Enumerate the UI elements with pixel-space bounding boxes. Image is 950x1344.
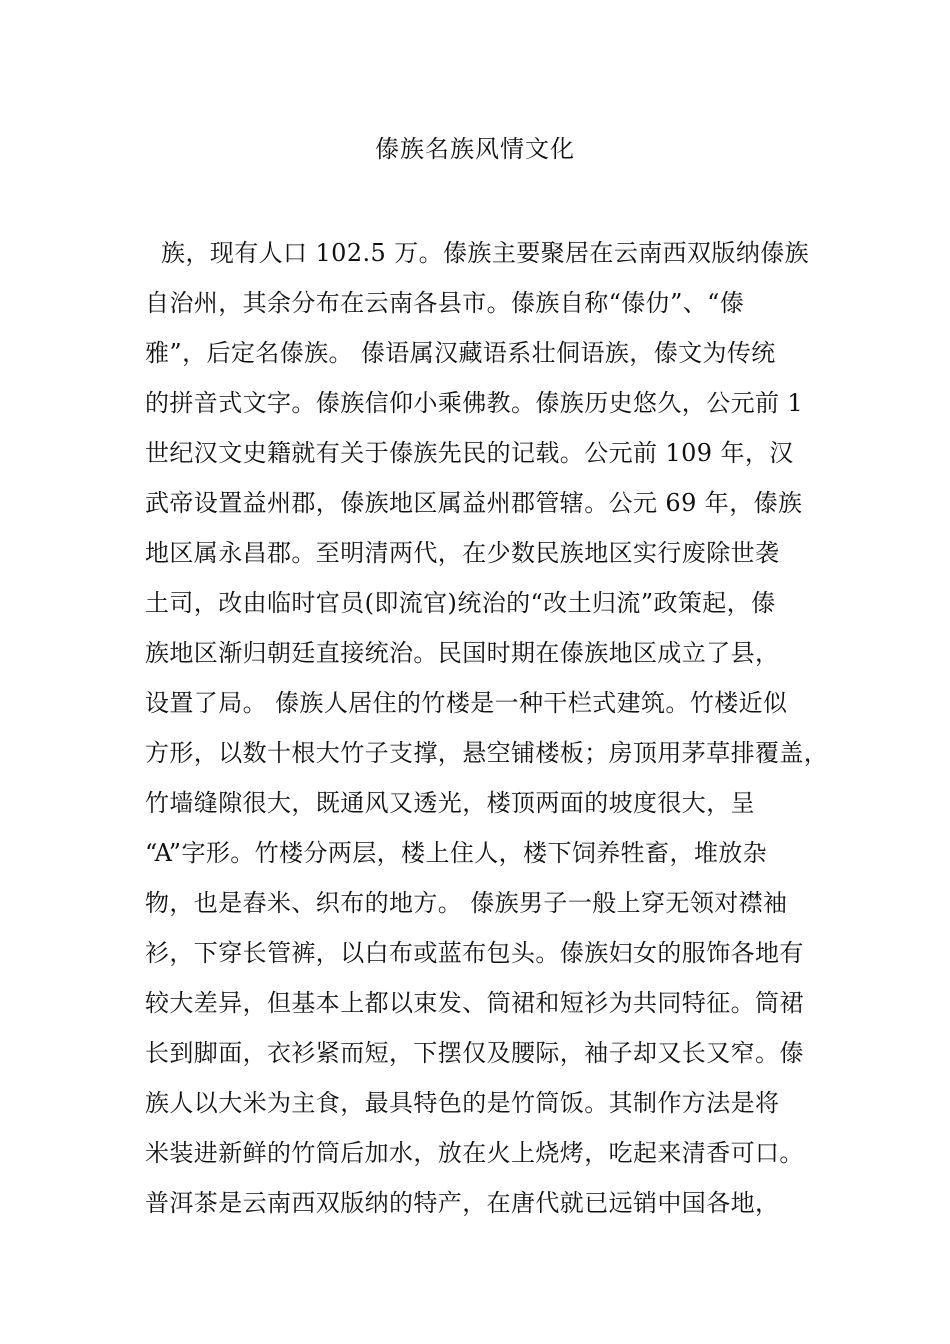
body-line: 竹墙缝隙很大，既通风又透光，楼顶两面的坡度很大，呈 bbox=[145, 789, 755, 817]
body-line: 普洱茶是云南西双版纳的特产，在唐代就已远销中国各地， bbox=[145, 1189, 780, 1217]
body-line: 族，现有人口 102.5 万。傣族主要聚居在云南西双版纳傣族 bbox=[145, 239, 810, 267]
body-line: 世纪汉文史籍就有关于傣族先民的记载。公元前 109 年，汉 bbox=[145, 439, 794, 467]
body-line: 土司，改由临时官员(即流官)统治的“改土归流”政策起，傣 bbox=[145, 589, 776, 617]
body-line: 方形，以数十根大竹子支撑，悬空铺楼板；房顶用茅草排覆盖， bbox=[145, 739, 829, 767]
body-line: 自治州，其余分布在云南各县市。傣族自称“傣仂”、“傣 bbox=[145, 289, 745, 317]
body-line: 雅”，后定名傣族。 傣语属汉藏语系壮侗语族，傣文为传统 bbox=[145, 339, 776, 367]
body-line: “A”字形。竹楼分两层，楼上住人，楼下饲养牲畜，堆放杂 bbox=[145, 839, 768, 867]
body-line: 物，也是舂米、织布的地方。 傣族男子一般上穿无领对襟袖 bbox=[145, 889, 788, 917]
document-title: 傣族名族风情文化 bbox=[375, 135, 575, 163]
body-line: 武帝设置益州郡，傣族地区属益州郡管辖。公元 69 年，傣族 bbox=[145, 489, 803, 517]
body-line: 米装进新鲜的竹筒后加水，放在火上烧烤，吃起来清香可口。 bbox=[145, 1139, 804, 1167]
body-line: 族人以大米为主食，最具特色的是竹筒饭。其制作方法是将 bbox=[145, 1089, 780, 1117]
body-line: 衫，下穿长管裤，以白布或蓝布包头。傣族妇女的服饰各地有 bbox=[145, 939, 804, 967]
document-body bbox=[145, 228, 829, 1228]
body-line: 的拼音式文字。傣族信仰小乘佛教。傣族历史悠久，公元前 1 bbox=[145, 389, 804, 417]
body-line: 地区属永昌郡。至明清两代，在少数民族地区实行废除世袭 bbox=[145, 539, 780, 567]
body-line: 较大差异，但基本上都以束发、筒裙和短衫为共同特征。筒裙 bbox=[145, 989, 804, 1017]
body-line: 长到脚面，衣衫紧而短，下摆仅及腰际，袖子却又长又窄。傣 bbox=[145, 1039, 804, 1067]
body-line: 设置了局。 傣族人居住的竹楼是一种干栏式建筑。竹楼近似 bbox=[145, 689, 788, 717]
body-line: 族地区渐归朝廷直接统治。民国时期在傣族地区成立了县， bbox=[145, 639, 780, 667]
